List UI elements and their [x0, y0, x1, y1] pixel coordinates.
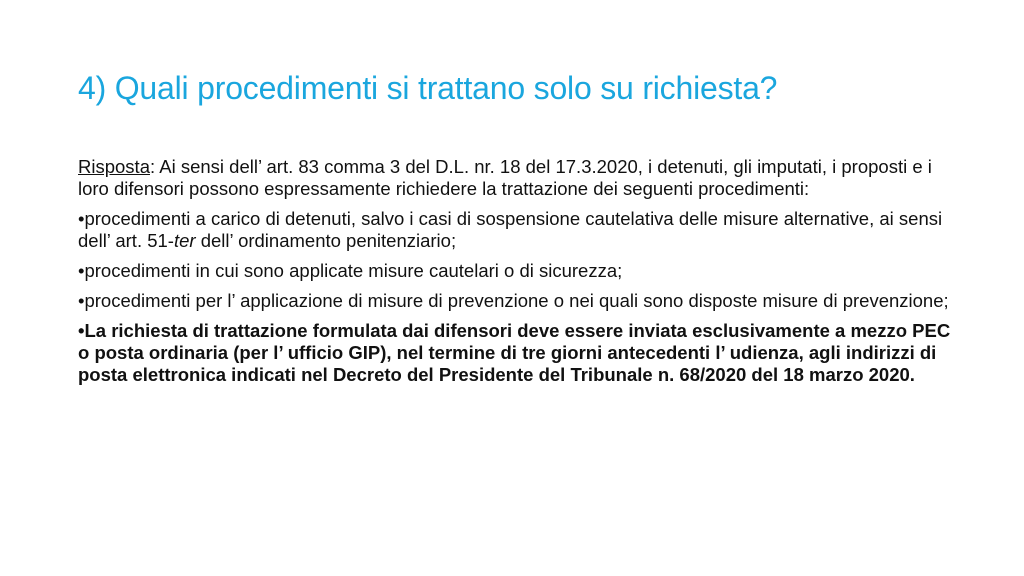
slide-title: 4) Quali procedimenti si trattano solo su richiesta? — [78, 70, 778, 106]
bullet-item-misure-prevenzione: •procedimenti per l’ applicazione di misure di prevenzione o nei quali sono disposte misure di prevenzione; — [78, 290, 949, 311]
bullet-item-misure-cautelari: •procedimenti in cui sono applicate misure cautelari o di sicurezza; — [78, 260, 623, 281]
bullet-text-italic: ter — [173, 230, 196, 251]
bullet-item-richiesta-difensori: •La richiesta di trattazione formulata dai difensori deve essere inviata esclusivamente a mezzo PEC o posta ordinaria (per l’ ufficio GIP), nel termine di tre giorni antecedenti l’ udienza, agli indirizzi di posta elettronica indicati nel Decreto del Presidente del Tribunale n. 68/2020 del 18 marzo 2020. — [78, 320, 951, 385]
intro-label: Risposta — [78, 156, 150, 177]
bullet-text-pre: •procedimenti a carico di detenuti, salvo i casi di sospensione cautelativa delle misure alternative, ai sensi dell’ art. 51- — [78, 208, 943, 251]
intro-text: : Ai sensi dell’ art. 83 comma 3 del D.L. nr. 18 del 17.3.2020, i detenuti, gli imputati, i proposti e i loro difensori possono espressamente richiedere la trattazione dei seguenti procedimenti: — [78, 156, 932, 199]
slide-body — [78, 156, 958, 394]
bullet-item-detenuti — [78, 208, 958, 252]
intro-paragraph — [78, 156, 958, 200]
bullet-text-post: dell’ ordinamento penitenziario; — [195, 230, 457, 251]
